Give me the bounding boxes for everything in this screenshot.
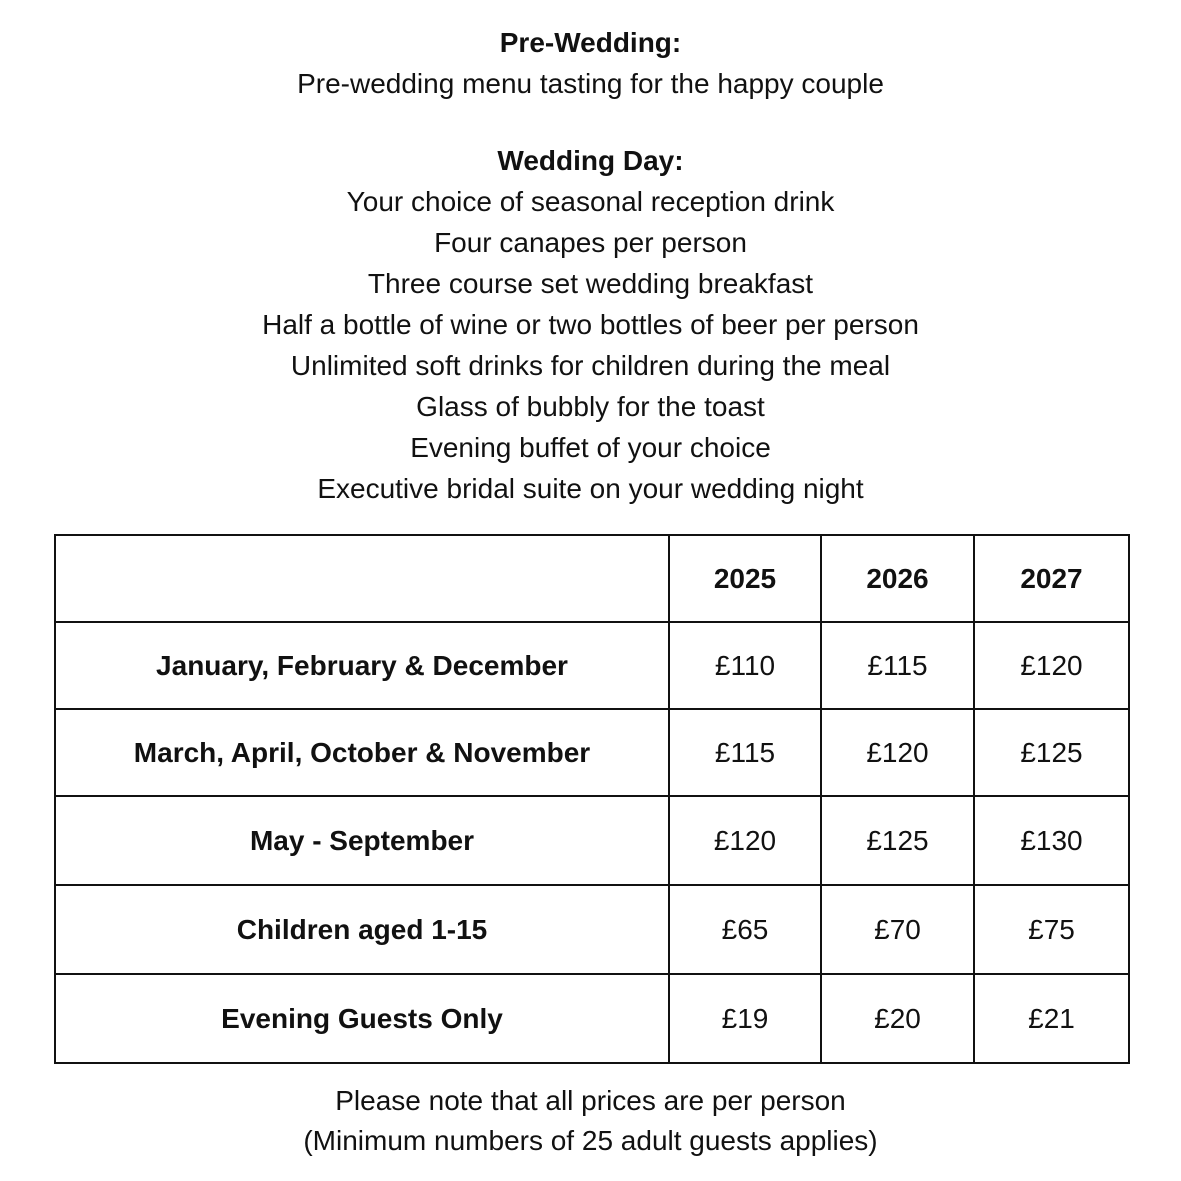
wedding-day-item: Unlimited soft drinks for children during the meal <box>290 350 891 381</box>
wedding-day-item: Half a bottle of wine or two bottles of beer per person <box>262 309 919 340</box>
price-cell: £130 <box>974 796 1129 885</box>
row-label: May - September <box>55 796 669 885</box>
table-row <box>55 885 1129 974</box>
row-label: Evening Guests Only <box>55 974 669 1063</box>
price-cell: £120 <box>821 709 974 796</box>
price-cell: £70 <box>821 885 974 974</box>
price-cell: £110 <box>669 622 821 709</box>
row-label: March, April, October & November <box>55 709 669 796</box>
per-person-note: Please note that all prices are per person <box>335 1085 846 1116</box>
package-inclusions <box>0 22 1181 509</box>
price-cell: £20 <box>821 974 974 1063</box>
table-corner-cell <box>55 535 669 622</box>
price-table <box>54 534 1130 1064</box>
price-cell: £120 <box>974 622 1129 709</box>
wedding-day-item: Evening buffet of your choice <box>410 432 771 463</box>
column-header-year: 2026 <box>821 535 974 622</box>
wedding-day-item: Glass of bubbly for the toast <box>416 391 765 422</box>
wedding-day-item: Your choice of seasonal reception drink <box>346 186 835 217</box>
section-spacer <box>0 104 1181 140</box>
price-cell: £125 <box>974 709 1129 796</box>
pre-wedding-heading: Pre-Wedding: <box>499 27 682 58</box>
column-header-year: 2025 <box>669 535 821 622</box>
column-header-year: 2027 <box>974 535 1129 622</box>
wedding-day-item: Four canapes per person <box>434 227 747 258</box>
pre-wedding-item: Pre-wedding menu tasting for the happy couple <box>297 68 884 99</box>
wedding-day-heading: Wedding Day: <box>497 145 684 176</box>
wedding-day-item: Executive bridal suite on your wedding night <box>317 473 864 504</box>
price-cell: £75 <box>974 885 1129 974</box>
table-row <box>55 622 1129 709</box>
price-cell: £19 <box>669 974 821 1063</box>
row-label: Children aged 1-15 <box>55 885 669 974</box>
table-row <box>55 796 1129 885</box>
table-header-row <box>55 535 1129 622</box>
price-cell: £65 <box>669 885 821 974</box>
wedding-day-item: Three course set wedding breakfast <box>367 268 814 299</box>
price-cell: £120 <box>669 796 821 885</box>
table-row <box>55 709 1129 796</box>
price-cell: £115 <box>669 709 821 796</box>
minimum-guests-note: (Minimum numbers of 25 adult guests applies) <box>303 1125 878 1156</box>
price-cell: £125 <box>821 796 974 885</box>
footer-notes <box>0 1081 1181 1161</box>
price-cell: £115 <box>821 622 974 709</box>
table-row <box>55 974 1129 1063</box>
row-label: January, February & December <box>55 622 669 709</box>
price-cell: £21 <box>974 974 1129 1063</box>
